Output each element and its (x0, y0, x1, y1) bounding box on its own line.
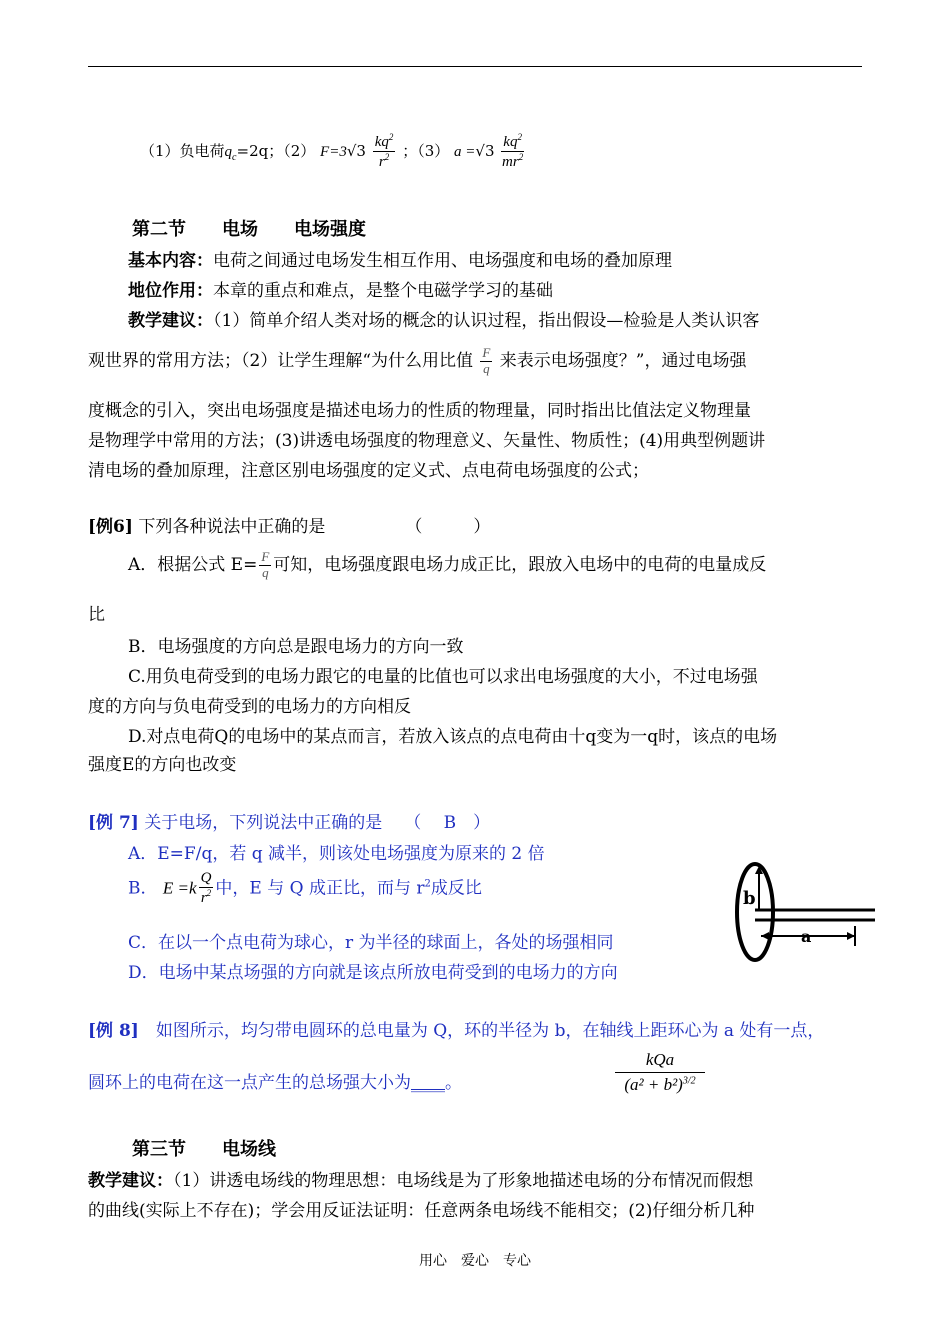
ex7-b-label: B． (128, 878, 158, 899)
advice-l2 (88, 346, 746, 377)
role-label: 地位作用： (128, 281, 213, 301)
label-a: a (801, 927, 812, 946)
section3-l1 (88, 1166, 753, 1191)
ex6-option-c: C.用负电荷受到的电场力跟它的电量的比值也可以求出电场强度的大小，不过电场强 (128, 667, 758, 687)
frac-den-b: mr (502, 154, 519, 171)
basic-content (128, 246, 672, 271)
section2-title: 第二节 电场 电场强度 (132, 219, 366, 240)
q-subscript: c (232, 151, 237, 163)
ex7-option-d: D．电场中某点场强的方向就是该点所放电荷受到的电场力的方向 (128, 963, 618, 983)
page-footer: 用心 爱心 专心 (419, 1253, 531, 1269)
ex6-stem (88, 512, 490, 537)
ex7-answer: （ B ） (404, 813, 491, 833)
ex6-a-text1: A．根据公式 E= (128, 555, 258, 575)
ex7-option-a: A．E=F/q，若 q 减半，则该处电场强度为原来的 2 倍 (128, 844, 545, 864)
force-eq: F=3 (320, 143, 347, 160)
ex8-end: 。 (445, 1073, 462, 1093)
advice-l3: 度概念的引入，突出电场强度是描述电场力的性质的物理量，同时指出比值法定义物理量 (88, 401, 751, 421)
ex8-line1 (88, 1016, 824, 1041)
fraction-kq2-r2: $\frac{kq^2}{r^2}$ (374, 132, 394, 171)
header-rule (88, 66, 862, 67)
accel-eq: a = (454, 143, 476, 160)
q-symbol: q (224, 143, 233, 160)
frac-r: r (200, 890, 207, 907)
ex7-label: [例 7] (88, 813, 139, 833)
ex6-c-cont: 度的方向与负电荷受到的电场力的方向相反 (88, 697, 411, 717)
label-b: b (743, 888, 756, 909)
ex8-blank: ____ (411, 1073, 445, 1093)
section3-l2: 的曲线(实际上不存在)；学会用反证法证明：任意两条电场线不能相交；(2)仔细分析几种 (88, 1201, 755, 1221)
ex7-option-c: C．在以一个点电荷为球心，r 为半径的球面上，各处的场强相同 (128, 933, 614, 953)
section3-text1: （1）讲透电场线的物理思想：电场线是为了形象地描述电场的分布情况而假想 (173, 1171, 754, 1191)
ex7-stem (88, 808, 490, 833)
ex6-option-d: D.对点电荷Q的电场中的某点而言，若放入该点的点电荷由十q变为一q时，该点的电场 (128, 727, 778, 747)
sqrt3: √3 (346, 141, 366, 160)
advice-l1 (128, 306, 759, 331)
basic-text: 电荷之间通过电场发生相互作用、电场强度和电场的叠加原理 (213, 251, 672, 271)
section3-label: 教学建议： (88, 1171, 173, 1191)
ex8-text2: 圆环上的电荷在这一点产生的总场强大小为 (88, 1073, 411, 1093)
ex6-a-text2: 可知，电场强度跟电场力成正比，跟放入电场中的电荷的电量成反 (273, 555, 767, 575)
ex8-line2 (88, 1068, 462, 1093)
answer-line (140, 132, 526, 172)
frac-Q: Q (199, 870, 214, 888)
ex6-d-cont: 强度E的方向也改变 (88, 755, 237, 775)
ring-ellipse (737, 864, 773, 960)
advice-l5: 清电场的叠加原理，注意区别电场强度的定义式、点电荷电场强度的公式； (88, 461, 649, 481)
ex6-answer-blank: （ ） (405, 517, 491, 537)
frac-num-b: kq (503, 134, 518, 150)
ex7-b-text2: 成反比 (430, 878, 482, 899)
basic-label: 基本内容： (128, 251, 213, 271)
ex8-denominator: (a² + b²) (624, 1075, 683, 1094)
advice-label: 教学建议： (128, 311, 213, 331)
fraction-F-q (480, 346, 492, 377)
fraction-kq2-mr2: $\frac{kq^2}{mr^2}$ (502, 132, 524, 171)
advice-l4: 是物理学中常用的方法；(3)讲透电场强度的物理意义、矢量性、物质性；(4)用典型例题讲 (88, 431, 766, 451)
frac-den: r (378, 154, 385, 171)
frac-F: F (482, 345, 491, 361)
frac-q: q (483, 361, 490, 376)
ring-figure (735, 860, 885, 970)
frac-q2: q (262, 565, 269, 580)
ex7-b-formula: E =k (162, 878, 197, 898)
ex7-question: 关于电场，下列说法中正确的是 (138, 813, 383, 833)
ex7-b-text: 中，E 与 Q 成正比，而与 r (215, 878, 425, 899)
ex6-option-b: B．电场强度的方向总是跟电场力的方向一致 (128, 637, 464, 657)
distance-arrowhead-right (847, 932, 855, 940)
distance-arrowhead-left (761, 932, 769, 940)
ex6-label: [例6] (88, 517, 133, 537)
ex7-option-b: B． E =k $\frac{Q}{r^2}$ 中，E 与 Q 成正比，而与 $r^2$成反比 (128, 870, 482, 907)
role (128, 276, 553, 301)
advice-text2a: 观世界的常用方法；（2）让学生理解“为什么用比值 (88, 351, 474, 371)
advice-text2b: 来表示电场强度？”，通过电场强 (499, 351, 747, 371)
ex8-label: [例 8] (88, 1021, 139, 1041)
ex8-exponent: 3/2 (682, 1075, 696, 1087)
answer-sep: ；（3） (402, 141, 450, 160)
ex6-question: 下列各种说法中正确的是 (132, 517, 326, 537)
advice-text1: （1）简单介绍人类对场的概念的认识过程，指出假设—检验是人类认识客 (213, 311, 760, 331)
role-text: 本章的重点和难点，是整个电磁学学习的基础 (213, 281, 553, 301)
answer-part1: （1）负电荷 (140, 141, 225, 160)
ex6-option-a (128, 550, 766, 581)
frac-F2: F (261, 549, 270, 565)
section3-title: 第三节 电场线 (132, 1139, 276, 1160)
fraction-Q-r2: $\frac{Q}{r^2}$ (200, 870, 212, 907)
ex8-text1: 如图所示，均匀带电圆环的总电量为 Q，环的半径为 b，在轴线上距环心为 a 处有一点， (138, 1021, 825, 1041)
frac-num: kq (374, 134, 389, 150)
sqrt3-b: √3 (475, 141, 495, 160)
fraction-F-q-ex6 (259, 550, 271, 581)
ex8-numerator: kQa (615, 1050, 705, 1073)
q-value: =2q；（2） (236, 141, 316, 160)
ex6-a-cont: 比 (88, 605, 105, 625)
ex8-answer-fraction (615, 1050, 705, 1095)
